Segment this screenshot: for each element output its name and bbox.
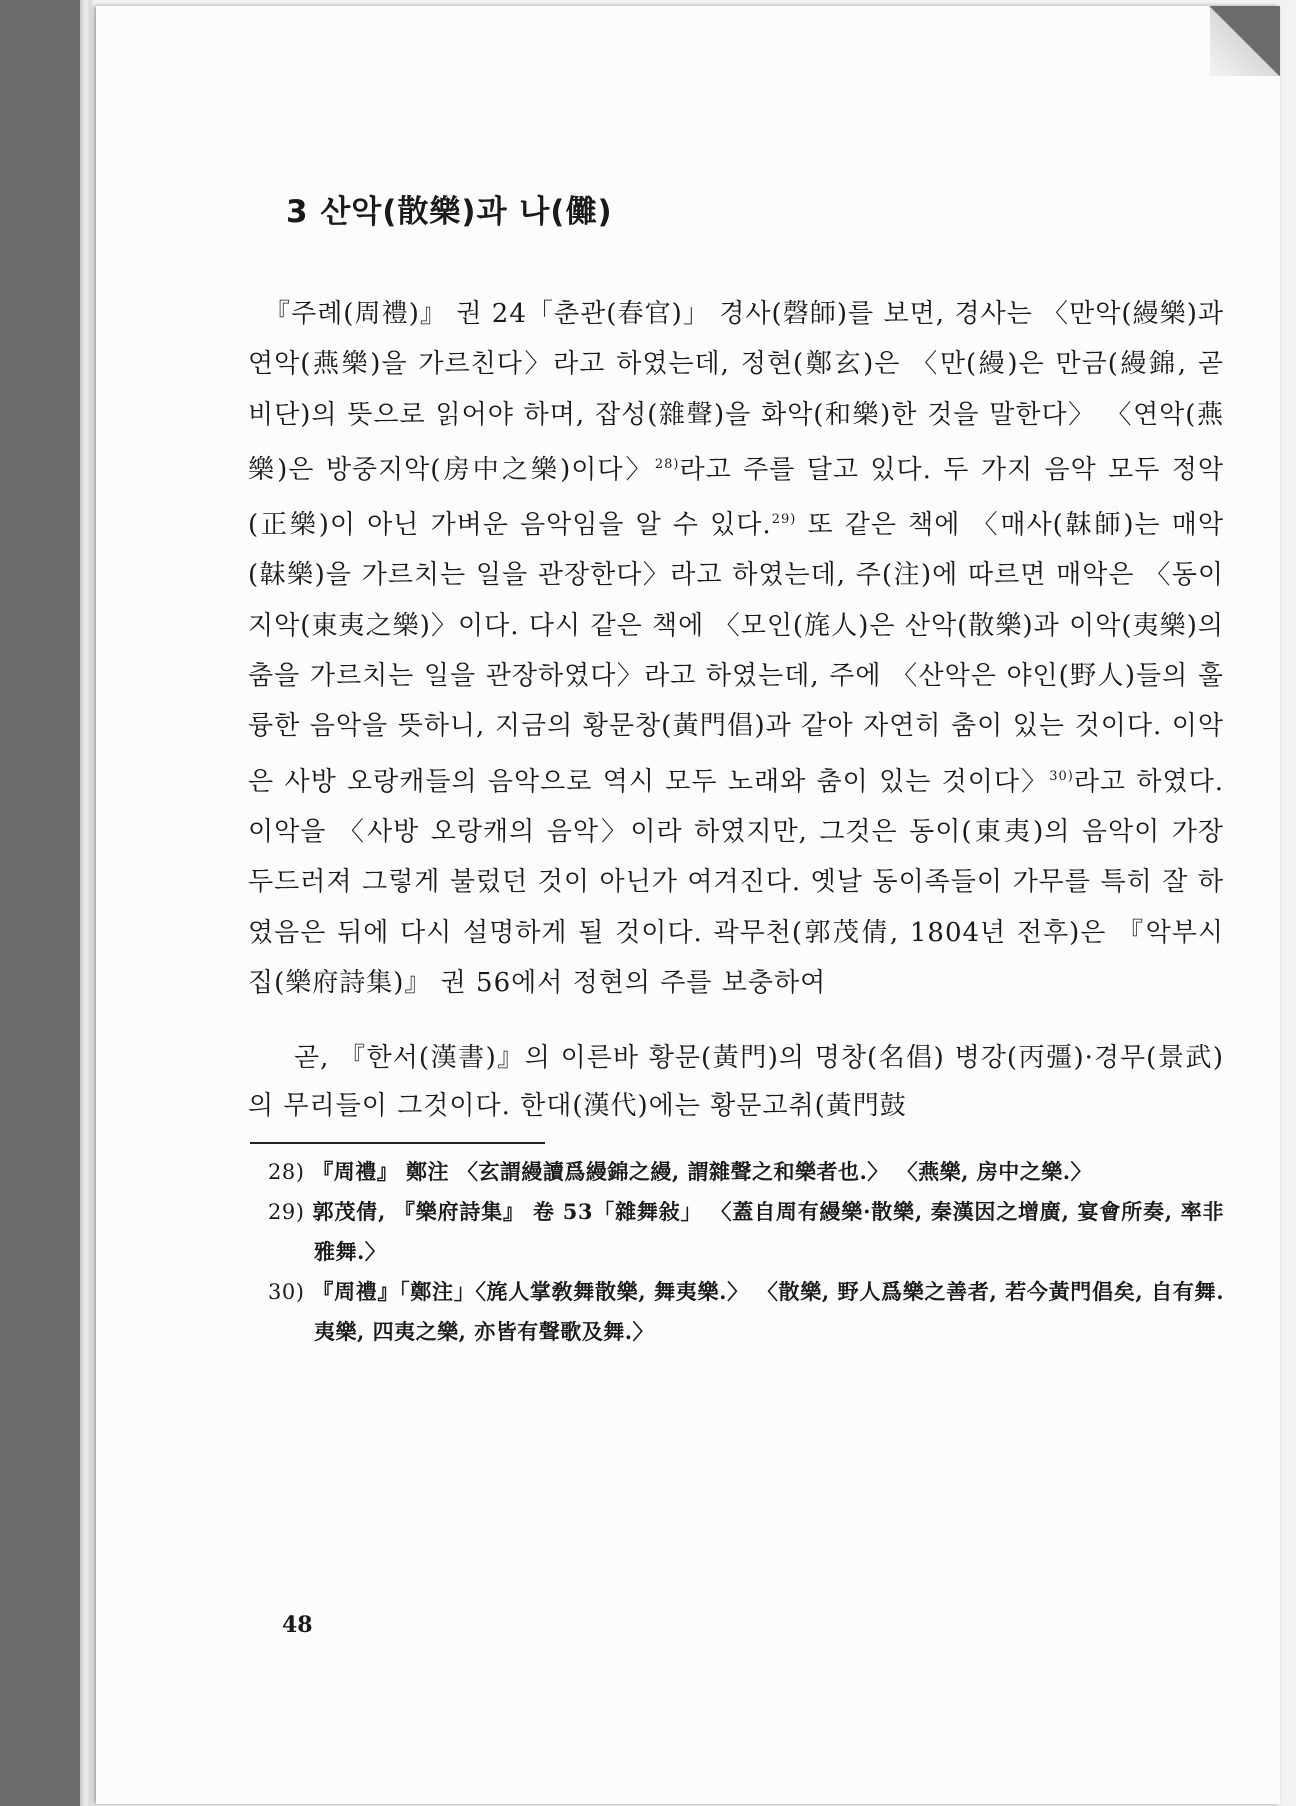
section-heading: 3 산악(散樂)과 나(儺): [286, 194, 613, 230]
paragraph-part-4: 라고 하였다. 이악을 〈사방 오랑캐의 음악〉이라 하였지만, 그것은 동이(東夷)의 음악이 가장 두드러져 그렇게 불렀던 것이 아닌가 여겨진다. 옛날 동이족들이 가무를 특히 잘 하였음은 뒤에 다시 설명하게 될 것이다. 곽무천(郭茂倩, 1804년 전후)은 『악부시집(樂府詩集)』 권 56에서 정현의 주를 보충하여: [248, 766, 1224, 998]
footnote-text: 郭茂倩, 『樂府詩集』 卷 53「雜舞敍」 〈蓋自周有縵樂·散樂, 秦漢因之增廣, 宴會所奏, 率非雅舞.〉: [312, 1199, 1225, 1265]
footnote-28: [268, 1152, 1224, 1192]
footnotes: [268, 1152, 1224, 1352]
footnote-29: [268, 1192, 1224, 1272]
footnote-text: 『周禮』 鄭注 〈玄謂縵讀爲縵錦之縵, 謂雜聲之和樂者也.〉 〈燕樂, 房中之樂.〉: [312, 1159, 1093, 1185]
footnote-ref-29: 29): [771, 512, 797, 528]
body-paragraph: [248, 289, 1224, 1008]
footnote-ref-30: 30): [1049, 768, 1074, 784]
paragraph-part-2: 라고 주를 달고 있다. 두 가지 음악 모두 정악(正樂)이 아닌 가벼운 음악임을 알 수 있다.: [248, 454, 1224, 541]
footnote-number: 28): [268, 1160, 305, 1185]
footnote-number: 30): [268, 1280, 305, 1305]
book-page: [96, 6, 1280, 1804]
paragraph-part-1: 『주례(周禮)』 권 24「춘관(春官)」 경사(磬師)를 보면, 경사는 〈만악(縵樂)과 연악(燕樂)을 가르친다〉라고 하였는데, 정현(鄭玄)은 〈만(縵)은 만금(縵錦, 곧 비단)의 뜻으로 읽어야 하며, 잡성(雜聲)을 화악(和樂)한 것을 말한다〉 〈연악(燕樂)은 방중지악(房中之樂)이다〉: [248, 299, 1224, 485]
page-number: 48: [282, 1612, 313, 1638]
footnote-number: 29): [268, 1200, 305, 1225]
footnote-divider: [250, 1142, 545, 1144]
page-content: [248, 186, 1224, 1352]
footnote-text: 『周禮』「鄭注」〈旄人掌敎舞散樂, 舞夷樂.〉 〈散樂, 野人爲樂之善者, 若今黃門倡矣, 自有舞. 夷樂, 四夷之樂, 亦皆有聲歌及舞.〉: [312, 1279, 1225, 1345]
block-quote: 곧, 『한서(漢書)』의 이른바 황문(黃門)의 명창(名倡) 병강(丙彊)·경무(景武)의 무리들이 그것이다. 한대(漢代)에는 황문고취(黃門鼓: [248, 1043, 1224, 1122]
paragraph-part-3: 또 같은 책에 〈매사(韎師)는 매악(韎樂)을 가르치는 일을 관장한다〉라고 하였는데, 주(注)에 따르면 매악은 〈동이지악(東夷之樂)〉이다. 다시 같은 책에 〈모인(旄人)은 산악(散樂)과 이악(夷樂)의 춤을 가르치는 일을 관장하였다〉라고 하였는데, 주에 〈산악은 야인(野人)들의 훌륭한 음악을 뜻하니, 지금의 황문창(黃門倡)과 같아 자연히 춤이 있는 것이다. 이악은 사방 오랑캐들의 음악으로 역시 모두 노래와 춤이 있는 것이다〉: [248, 510, 1224, 797]
footnote-ref-28: 28): [654, 456, 680, 472]
page-curl: [1210, 6, 1280, 76]
footnote-30: [268, 1272, 1224, 1352]
